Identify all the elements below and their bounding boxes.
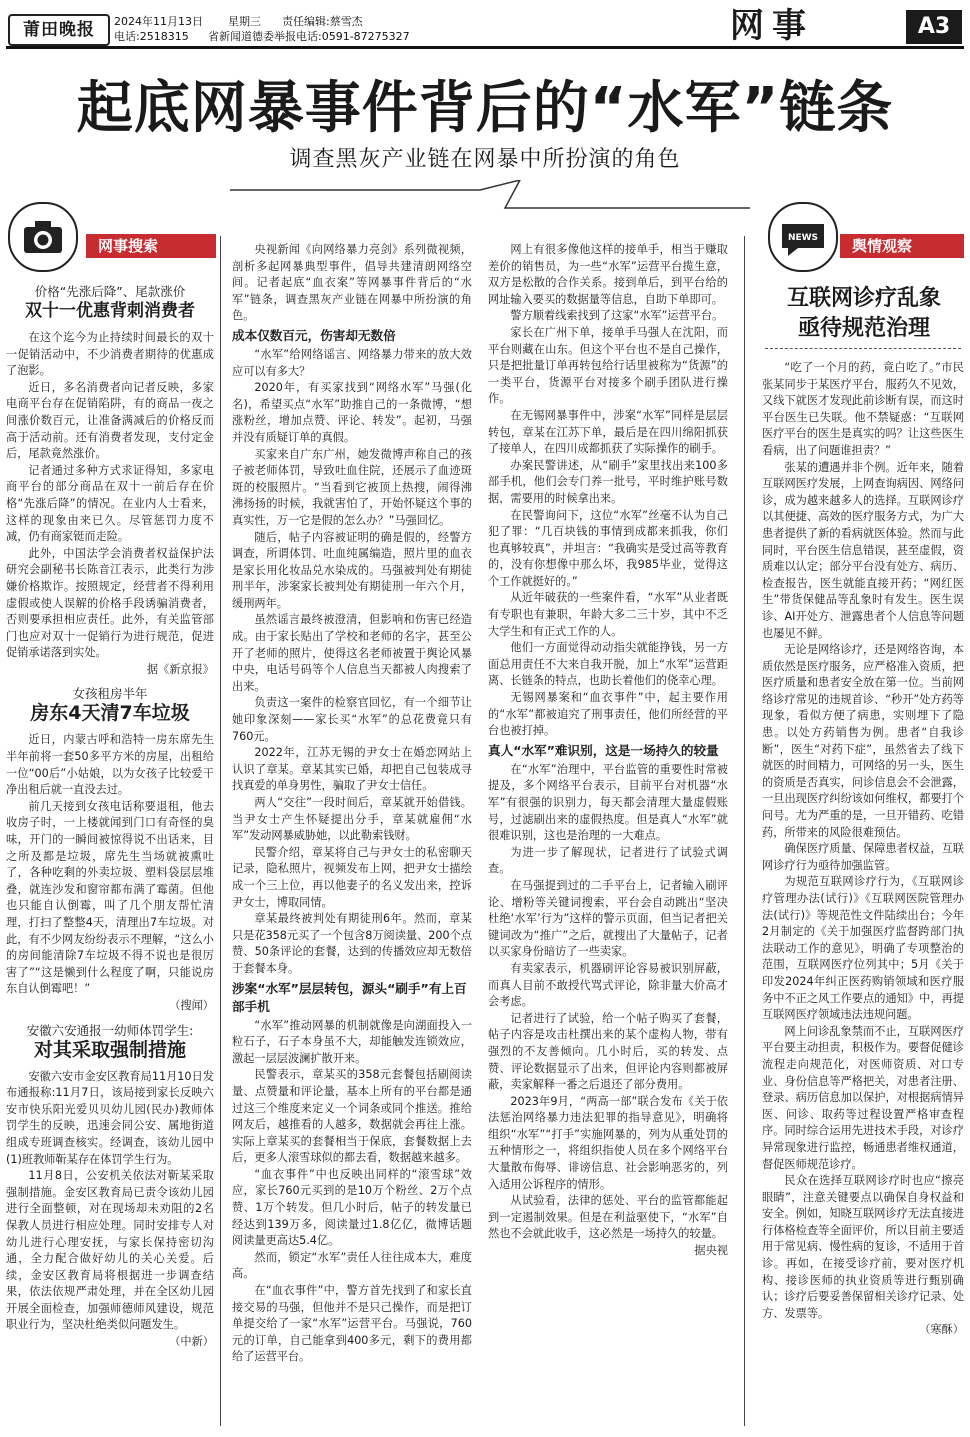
paragraph: 办案民警讲述，从“刷手”家里找出来100多部手机，他们会专门养一批号，平时维护账号数据，需要用的时候拿出来。 (488, 458, 728, 505)
paragraph: 然而，锁定“水军”责任人往往成本大，难度高。 (232, 1250, 472, 1281)
paragraph: 2022年，江苏无锡的尹女士在婚恋网站上认识了章某。章某其实已婚，却把自己包装成寻找真爱的单身男性，骗取了尹女士信任。 (232, 746, 472, 793)
paragraph: 为进一步了解现状，记者进行了试验式调查。 (488, 845, 728, 876)
headline: 起底网暴事件背后的“水军”链条 (76, 76, 894, 141)
story1-kicker: 价格“先涨后降”、尾款涨价 (34, 284, 186, 299)
paragraph: 网上问诊乱象禁而不止，互联网医疗平台要主动担责，积极作为。要督促健诊流程走向规范化，对医师资质、对口专业、身份信息等严格把关，对患者注册、登录、病历信息加以保护，对根据病情异医、问诊、取药等过程设置严格审查程序。同时综合运用先进技术手段，对诊疗异常现象进行监控，畅通患者维权通道，督促医师规范诊疗。 (762, 1024, 964, 1171)
article-column-2 (488, 242, 728, 1412)
article-subheading: 涉案“水军”层层转包，源头“刷手”有上百部手机 (232, 980, 467, 1014)
left-column (6, 280, 214, 1351)
paragraph: 民众在选择互联网诊疗时也应“擦亮眼睛”，注意关键要点以确保自身权益和安全。例如，知晓互联网诊疗无法直接进行体格检查等全面评价，所以目前主要适用于常见病、慢性病的复诊，不适用于首诊。再如，在接受诊疗前，要对医疗机构、接诊医师的执业资质等进行甄别确认；诊疗后要妥善保留相关诊疗记录、处方、发票等。 (762, 1174, 964, 1320)
paragraph: 家长在广州下单，接单手马强人在沈阳，而平台则藏在山东。但这个平台也不是自己操作，只是把批量订单再转包给行话里被称为“货源”的一类平台，货源平台对接多个刷手团队进行操作。 (488, 325, 728, 406)
office-phone: 电话:2518315 (114, 30, 189, 43)
paragraph: 在马强提到过的二手平台上，记者输入刷评论、增粉等关键词搜索，平台会自动跳出“坚决杜绝‘水军’行为”这样的警示页面，但当记者把关键词改为“推广”之后，就搜出了大量帖子，记者以买家身份暗访了一些卖家。 (488, 878, 728, 959)
right-title-line2: 亟待规范治理 (797, 316, 930, 341)
paragraph: 张某的遭遇并非个例。近年来，随着互联网医疗发展，上网查询病因、网络问诊，成为越来越多人的选择。互联网诊疗以其便捷、高效的医疗服务方式，为广大患者提供了新的看病就医体验。然而与此同时，平台医生信息错误，甚至虚假，资质难以认定；部分平台没有处方、病历、检查报告，医生就能直接开药；“网红医生”带货保健品等乱象时有发生。医生误诊、AI开处方、泄露患者个人信息等问题也屡见不鲜。 (762, 460, 964, 640)
paragraph: 两人“交往”一段时间后，章某就开始借钱。当尹女士产生怀疑提出分手，章某就雇佣“水军”发动网暴威胁她，以此勒索钱财。 (232, 796, 472, 843)
story2-title: 房东4天清7车垃圾 (30, 702, 190, 725)
article-source: 据央视 (694, 1244, 728, 1258)
column-divider (744, 236, 745, 1426)
paragraph: 从试验看，法律的惩处、平台的监管都能起到一定遏制效果。但是在利益驱使下，“水军”自然也不会就此收手，这必然是一场持久的较量。 (488, 1194, 728, 1241)
issue-weekday: 星期三 (228, 15, 261, 28)
paragraph: 在“血衣事件”中，警方首先找到了和家长直接交易的马强，但他并不是只己操作，而是把订单提交给了一家“水军”运营平台。马强说，760元的订单，自己能拿到400多元，剩下的费用都给了运营平台。 (232, 1284, 472, 1364)
story3-kicker: 安徽六安通报一幼师体罚学生: (26, 1022, 194, 1038)
paragraph: 央视新闻《向网络暴力亮剑》系列微视频，剖析多起网暴典型事件，倡导共建清朗网络空间。记者起底“血衣案”等网暴事件背后的“水军”链条，调查黑灰产业链在网暴中所扮演的角色。 (232, 243, 472, 323)
article-subheading: 真人“水军”难识别，这是一场持久的较量 (488, 742, 719, 758)
paragraph: 负责这一案件的检察官回忆，有一个细节让她印象深刻——家长买“水军”的总花费竟只有760元。 (232, 696, 472, 743)
issue-date: 2024年11月13日 (114, 15, 203, 28)
paragraph: 章某最终被判处有期徒刑6年。然而，章某只是花358元买了一个包含8万阅读量、200个点赞、50条评论的套餐，达到的传播效应却无数倍于套餐本身。 (232, 912, 472, 975)
paragraph: 虽然谣言最终被澄清，但影响和伤害已经造成。由于家长贴出了学校和老师的名字，甚至公开了老师的照片，使得这名老师被置于舆论风暴中央，电话号码等个人信息当天都被人肉搜索了出来。 (232, 613, 472, 693)
paragraph: 前几天接到女孩电话称要退租，他去收房子时，一上楼就闻到门口有奇怪的臭味，开门的一瞬间被惊得说不出话来，目之所及都是垃圾，席先生当场就被熏吐了，各种吃剩的外卖垃圾、塑料袋层层堆叠，就连沙发和窗帘都布满了霉菌。但他也只能自认倒霉，叫了几个朋友帮忙清理，打扫了整整4天，清理出7车垃圾。对此，有不少网友纷纷表示不理解，“这么小的房间能清除7车垃圾不得不说也是很厉害了”“这是懒到什么程度了啊，只能说房东自认倒霉吧！” (6, 799, 214, 996)
paragraph: 无锡网暴案和“血衣事件”中，起主要作用的“水军”都被追究了刑事责任，他们所经营的平台也被打掉。 (488, 691, 728, 738)
right-title-line1: 互联网诊疗乱象 (786, 286, 941, 311)
section-band-right: 舆情观察 (840, 234, 964, 258)
paragraph: 买家来自广东广州，她发微博声称自己的孩子被老师体罚，导致吐血住院，还展示了血迹斑斑的校服照片。“当看到它被顶上热搜，闹得沸沸扬扬的时候，我就害怕了，开始怀疑这个事的真实性，万一它是假的怎么办？”马强回忆。 (232, 447, 472, 527)
paragraph: “水军”推动网暴的机制就像是向湖面投入一粒石子，石子本身虽不大，却能触发连锁效应，激起一层层波澜扩散开来。 (232, 1018, 472, 1065)
story2-kicker: 女孩租房半年 (72, 686, 148, 702)
paragraph: “血衣事件”中也反映出同样的“滚雪球”效应，家长760元买到的是10万个粉丝、2万个点赞、1万个转发。但几小时后，帖子的转发量已经达到139万多，阅读量过1.8亿亿，微博话题阅读量更高达5.4亿。 (232, 1167, 472, 1248)
paragraph: “吃了一个月的药，竟白吃了。”市民张某同步于某医疗平台，服药久不见效，又线下就医才发现此前诊断有误，而这时平台医生已失联。他不禁疑惑：“互联网医疗平台的医生是真实的吗？让这些医生看病，出了问题谁担责？” (762, 361, 964, 457)
article-subheading: 成本仅数百元，伤害却无数倍 (232, 327, 396, 343)
report-phone: 省新闻道德委举报电话:0591-87275327 (208, 30, 410, 43)
newspaper-logo: 莆田晚报 (8, 14, 110, 46)
article-column-1 (232, 242, 472, 1412)
paragraph: 无论是网络诊疗，还是网络咨询，本质依然是医疗服务，应严格准入资质，把医疗质量和患者安全放在第一位。当前网络诊疗常见的违规首诊、“秒开”处方药等现象，看似方便了病患，实则埋下了隐患。以处方药销售为例。患者“自我诊断”，医生“对药下症”，虽然省去了线下就医的时间精力，可网络的另一头，医生的资质是否真实，问诊信息会不会泄露，一旦出现医疗纠纷该如何维权，都要打个问号。尤为严重的是，一旦开错药、吃错药，所带来的风险很难预估。 (762, 643, 964, 839)
page-number: A3 (906, 10, 962, 44)
story3-title: 对其采取强制措施 (33, 1038, 186, 1061)
subheadline: 调查黑灰产业链在网暴中所扮演的角色 (289, 147, 681, 172)
story1-source: 据《新京报》 (146, 662, 214, 676)
headline-wedge (230, 180, 750, 224)
right-column (762, 360, 964, 1420)
section-band-left: 网事搜索 (86, 234, 216, 258)
paragraph: 记者通过多种方式求证得知，多家电商平台的部分商品在双十一前后存在价格“先涨后降”的情况。在业内人士看来，这样的现象由来已久。尽管惩罚力度不减，仍有商家铤而走险。 (6, 463, 214, 544)
paragraph: 记者进行了试验，给一个帖子购买了套餐，帖子内容是攻击杜撰出来的某个虚构人物，带有强烈的不友善倾向。几小时后，买的转发、点赞、评论数据显示了出来，但评论内容则都被屏蔽，卖家解释一番之后退还了部分费用。 (488, 1011, 728, 1092)
paragraph: 在这个迄今为止持续时间最长的双十一促销活动中，不少消费者期待的优惠成了泡影。 (6, 331, 214, 378)
paragraph: 此外，中国法学会消费者权益保护法研究会副秘书长陈音江表示，此类行为涉嫌价格欺诈。按照规定，经营者不得利用虚假或使人误解的价格手段诱骗消费者，否则要承担相应责任。此外，有关监管部门也应对双十一促销行为进行规范，促进促销承诺落到实处。 (6, 546, 214, 660)
paragraph: 网上有很多像他这样的接单手，相当于赚取差价的销售员，为一些“水军”运营平台揽生意，双方是松散的合作关系。接到单后，到平台给的网址输入要买的数据量等信息，自助下单即可。 (488, 243, 728, 306)
paragraph: 随后，帖子内容被证明的确是假的，经警方调查，所谓体罚、吐血纯属编造，照片里的血衣是家长用化妆品兑水染成的。马强被判处有期徒刑半年，涉案家长被判处有期徒刑一年六个月，缓刑两年。 (232, 530, 472, 610)
paragraph: 民警表示，章某买的358元套餐包括刷阅读量、点赞量和评论量，基本上所有的平台都是通过这三个维度来定义一个词条或同个推送。推给网友后，越推看的人越多，数据就会再往上涨。实际上章某买的套餐相当于保底，套餐数据上去后，更多人滚雪球似的都去看，数据越来越多。 (232, 1068, 472, 1165)
paragraph: 为规范互联网诊疗行为，《互联网诊疗管理办法(试行)》《互联网医院管理办法(试行)》等规范性文件陆续出台；今年2月制定的《关于加强医疗监督跨部门执法联动工作的意见》，明确了专项整治的范围，互联网医疗位列其中；5月《关于印发2024年纠正医药购销领域和医疗服务中不正之风工作要点的通知》中，再提互联网医疗领域违法违规问题。 (762, 875, 964, 1022)
paragraph: 在“水军”治理中，平台监管的重要性时常被提及，多个网络平台表示，目前平台对机器“水军”有很强的识别力，每天都会清理大量虚假账号，过滤刷出来的虚假热度。但是真人“水军”就很难识别，这也是治理的一大难点。 (488, 762, 728, 843)
news-icon (768, 202, 838, 272)
paragraph: 近日，多名消费者向记者反映，多家电商平台存在促销陷阱，有的商品一夜之间涨价数百元，让准备满减后的价格反而高于活动前。还有消费者发现，支付定金后，尾款竟然涨价。 (6, 380, 214, 461)
editor-credit: 责任编辑:蔡雪杰 (282, 15, 363, 28)
paragraph: 近日，内蒙古呼和浩特一房东席先生半年前将一套50多平方米的房屋，出租给一位“00后”小姑娘，以为女孩子比较爱干净出租后就一直没去过。 (6, 733, 214, 797)
story3-source: （中新） (169, 1335, 214, 1349)
paragraph: 安徽六安市金安区教育局11月10日发布通报称:11月7日，该局接到家长反映六安市快乐阳光爱贝贝幼儿园(民办)教师体罚学生的反映，迅速会同公安、属地街道组成专班调查核实。经调查，该幼儿园中(1)班教师靳某存在体罚学生行为。 (6, 1069, 214, 1166)
paragraph: 在民警询问下，这位“水军”丝毫不认为自己犯了罪：“几百块钱的事情到成都来抓我，你们也真够较真”，并坦言：“我确实是受过高等教育的，没有你想像中那么坏，我985毕业，觉得这个工作就挺好的。” (488, 508, 728, 588)
paragraph: 确保医疗质量、保障患者权益，互联网诊疗行为亟待加强监管。 (762, 842, 964, 872)
paragraph: 在无锡网暴事件中，涉案“水军”同样是层层转包，章某在江苏下单，最后是在四川绵阳抓获了接单人，在四川成都抓获了实际操作的刷手。 (488, 408, 728, 456)
right-story-source: （寒酥） (919, 1323, 964, 1337)
news-icon-label: NEWS (787, 233, 819, 243)
right-story-title (766, 284, 962, 344)
paragraph: “水军”给网络谣言、网络暴力带来的放大效应可以有多大？ (232, 347, 472, 378)
camera-icon (8, 202, 78, 272)
paragraph: 有卖家表示，机器刷评论容易被识别屏蔽，而真人目前不敢授代骂式评论，除非量大价高才会考虑。 (488, 961, 728, 1009)
paragraph: 11月8日，公安机关依法对靳某采取强制措施。金安区教育局已责令该幼儿园进行全面整顿，对在现场却未劝阻的2名保教人员进行相应处理。同时安排专人对幼儿进行心理安抚，与家长保持密切沟通，全力配合做好幼儿的关心关爱。后续，金安区教育局将根据进一步调查结果，依法依规严肃处理，并在全区幼儿园开展全面检查，加强师德师风建设，规范职业行为，坚决杜绝类似问题发生。 (6, 1169, 214, 1332)
header-rule (6, 46, 964, 49)
column-divider (220, 236, 221, 1426)
story1-title: 双十一优惠背刺消费者 (25, 301, 195, 321)
paragraph: 他们一方面觉得动动指尖就能挣钱，另一方面总用责任不大来自我开脱，加上“水军”运营距离、长链条的特点，也助长着他们的侥幸心理。 (488, 641, 728, 688)
section-name: 网事 (730, 6, 814, 46)
paragraph: 民警介绍，章某将自己与尹女士的私密聊天记录，隐私照片，视频发布上网，把尹女士描绘成一个三上位，再以他妻子的名义发出来，控诉尹女士，博取同情。 (232, 845, 472, 909)
paragraph: 从近年破获的一些案件看，“水军”从业者既有专职也有兼职，年龄大多二三十岁，其中不乏大学生和有正式工作的人。 (488, 591, 728, 638)
paragraph: 2020年，有买家找到“网络水军”马强(化名)，希望买点“水军”助推自己的一条微博，“想涨粉丝，增加点赞、评论、转发”。起初，马强并没有质疑订单的真假。 (232, 381, 472, 444)
story2-source: （搜闻） (169, 998, 214, 1012)
paragraph: 警方顺着线索找到了这家“水军”运营平台。 (510, 309, 724, 323)
title-rule (765, 348, 961, 353)
paragraph: 2023年9月，“两高一部”联合发布《关于依法惩治网络暴力违法犯罪的指导意见》，明确将组织“水军”“打手”实施网暴的，列为从重处罚的五种情形之一，将组织指使人员在多个网络平台大量散布侮辱、诽谤信息、社会影响恶劣的，列入适用公诉程序的情形。 (488, 1094, 728, 1191)
